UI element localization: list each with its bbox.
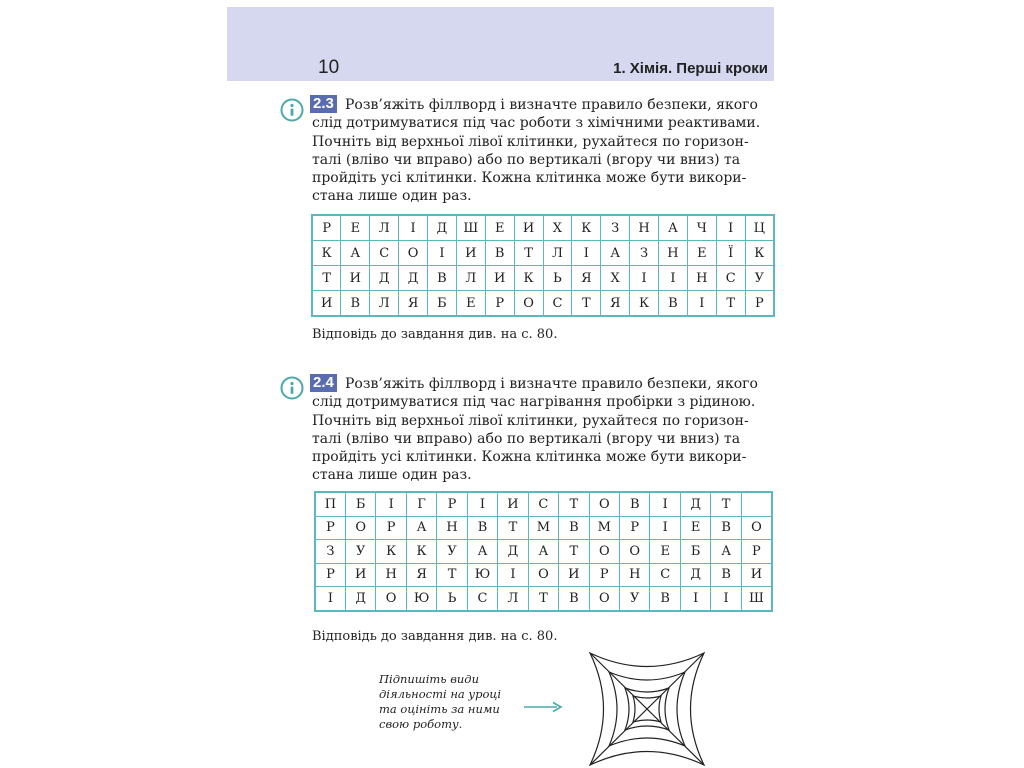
grid-cell: А xyxy=(601,241,630,266)
grid-cell: Т xyxy=(437,563,467,587)
grid-cell: С xyxy=(467,587,497,611)
grid-row xyxy=(312,241,774,266)
grid-cell: С xyxy=(528,492,558,516)
grid-cell: Ш xyxy=(456,215,485,241)
grid-cell: У xyxy=(437,540,467,564)
grid-cell: Б xyxy=(428,291,457,317)
spider-web-diagram-icon xyxy=(587,650,707,768)
grid-row xyxy=(315,492,772,516)
grid-cell: К xyxy=(376,540,406,564)
answer-reference: Відповідь до завдання див. на с. 80. xyxy=(312,327,558,342)
grid-cell: Я xyxy=(406,563,436,587)
grid-cell: С xyxy=(716,266,745,291)
grid-cell: М xyxy=(528,516,558,540)
grid-cell: Р xyxy=(485,291,514,317)
grid-row xyxy=(315,587,772,611)
grid-cell: Л xyxy=(543,241,572,266)
info-circle-icon xyxy=(280,98,304,122)
grid-row xyxy=(312,266,774,291)
grid-cell: У xyxy=(745,266,774,291)
grid-cell: Н xyxy=(687,266,716,291)
grid-cell: И xyxy=(498,492,528,516)
grid-cell: О xyxy=(589,540,619,564)
grid-cell: Р xyxy=(589,563,619,587)
grid-cell: В xyxy=(620,492,650,516)
grid-cell: Р xyxy=(315,563,345,587)
grid-cell: М xyxy=(589,516,619,540)
grid-cell: Д xyxy=(680,492,710,516)
grid-cell: Г xyxy=(406,492,436,516)
grid-cell: І xyxy=(716,215,745,241)
grid-cell: Н xyxy=(376,563,406,587)
grid-cell: І xyxy=(680,587,710,611)
textbook-page xyxy=(227,7,774,768)
grid-cell: З xyxy=(630,241,659,266)
grid-cell: Е xyxy=(687,241,716,266)
page-header xyxy=(227,7,774,81)
fillword-grid-2-3 xyxy=(311,214,775,317)
grid-cell: Т xyxy=(312,266,341,291)
grid-cell: С xyxy=(650,563,680,587)
grid-cell: В xyxy=(341,291,370,317)
grid-cell: В xyxy=(485,241,514,266)
grid-cell: І xyxy=(572,241,601,266)
grid-cell: И xyxy=(345,563,375,587)
answer-reference: Відповідь до завдання див. на с. 80. xyxy=(312,629,558,644)
grid-cell: П xyxy=(315,492,345,516)
arrow-right-icon xyxy=(523,701,563,713)
grid-cell: І xyxy=(630,266,659,291)
text-line: Почніть від верхньої лівої клітинки, рухайтеся по горизон- xyxy=(312,133,749,150)
grid-cell: Ї xyxy=(716,241,745,266)
text-line: Почніть від верхньої лівої клітинки, рухайтеся по горизон- xyxy=(312,412,749,429)
running-title: 1. Хімія. Перші кроки xyxy=(613,60,768,77)
margin-note xyxy=(379,672,519,732)
text-line: слід дотримуватися під час нагрівання пробірки з рідиною. xyxy=(312,394,756,411)
grid-cell: В xyxy=(711,563,741,587)
grid-cell: В xyxy=(559,587,589,611)
grid-cell: Д xyxy=(370,266,399,291)
grid-cell: Л xyxy=(370,215,399,241)
grid-cell: В xyxy=(559,516,589,540)
grid-cell: Л xyxy=(370,291,399,317)
info-circle-icon xyxy=(280,376,304,400)
grid-cell: І xyxy=(650,516,680,540)
text-line: слід дотримуватися під час роботи з хімічними реактивами. xyxy=(312,115,761,132)
grid-cell: Л xyxy=(456,266,485,291)
grid-cell: О xyxy=(399,241,428,266)
grid-cell: О xyxy=(589,587,619,611)
task-2-4-text xyxy=(312,375,777,485)
grid-cell: Н xyxy=(437,516,467,540)
grid-cell: С xyxy=(543,291,572,317)
grid-cell: В xyxy=(428,266,457,291)
grid-cell: А xyxy=(711,540,741,564)
grid-cell: А xyxy=(406,516,436,540)
grid-cell xyxy=(741,492,772,516)
grid-cell: О xyxy=(514,291,543,317)
text-line: Розв’яжіть філлворд і визначте правило безпеки, якого xyxy=(345,376,758,392)
grid-cell: Н xyxy=(620,563,650,587)
grid-cell: К xyxy=(312,241,341,266)
grid-cell: Я xyxy=(399,291,428,317)
grid-cell: Х xyxy=(543,215,572,241)
grid-cell: Т xyxy=(711,492,741,516)
grid-cell: О xyxy=(345,516,375,540)
grid-cell: К xyxy=(630,291,659,317)
grid-cell: Д xyxy=(399,266,428,291)
grid-cell: С xyxy=(370,241,399,266)
grid-cell: О xyxy=(620,540,650,564)
grid-cell: Е xyxy=(341,215,370,241)
grid-cell: Ь xyxy=(437,587,467,611)
text-line: талі (вліво чи вправо) або по вертикалі (вгору чи вниз) та xyxy=(312,151,741,168)
grid-cell: Т xyxy=(498,516,528,540)
grid-cell: І xyxy=(711,587,741,611)
text-line: пройдіть усі клітинки. Кожна клітинка може бути викори- xyxy=(312,449,747,466)
grid-cell: О xyxy=(376,587,406,611)
grid-cell: В xyxy=(467,516,497,540)
grid-cell: И xyxy=(456,241,485,266)
grid-cell: К xyxy=(406,540,436,564)
text-line: пройдіть усі клітинки. Кожна клітинка може бути викори- xyxy=(312,170,747,187)
grid-cell: В xyxy=(711,516,741,540)
grid-row xyxy=(315,563,772,587)
grid-cell: А xyxy=(467,540,497,564)
grid-cell: З xyxy=(601,215,630,241)
grid-cell: Я xyxy=(572,266,601,291)
text-line: талі (вліво чи вправо) або по вертикалі (вгору чи вниз) та xyxy=(312,430,741,447)
grid-cell: И xyxy=(312,291,341,317)
grid-row xyxy=(315,540,772,564)
grid-cell: Л xyxy=(498,587,528,611)
grid-cell: Ц xyxy=(745,215,774,241)
grid-cell: А xyxy=(341,241,370,266)
grid-cell: И xyxy=(514,215,543,241)
note-line: свою роботу. xyxy=(379,717,463,731)
task-number-badge: 2.4 xyxy=(310,374,337,392)
grid-row xyxy=(312,215,774,241)
grid-cell: Д xyxy=(498,540,528,564)
grid-cell: Р xyxy=(437,492,467,516)
note-line: діяльності на уроці xyxy=(379,687,502,701)
grid-cell: Т xyxy=(559,492,589,516)
grid-cell: А xyxy=(659,215,688,241)
grid-cell: І xyxy=(399,215,428,241)
grid-cell: І xyxy=(687,291,716,317)
text-line: Розв’яжіть філлворд і визначте правило безпеки, якого xyxy=(345,97,758,113)
grid-cell: Т xyxy=(514,241,543,266)
grid-row xyxy=(312,291,774,317)
grid-cell: З xyxy=(315,540,345,564)
grid-cell: Ш xyxy=(741,587,772,611)
grid-cell: Е xyxy=(456,291,485,317)
grid-cell: Е xyxy=(485,215,514,241)
grid-cell: Д xyxy=(680,563,710,587)
grid-cell: І xyxy=(467,492,497,516)
grid-cell: К xyxy=(572,215,601,241)
grid-cell: І xyxy=(498,563,528,587)
text-line: стана лише один раз. xyxy=(312,467,472,484)
grid-cell: О xyxy=(528,563,558,587)
grid-cell: Т xyxy=(559,540,589,564)
grid-cell: Р xyxy=(376,516,406,540)
grid-cell: Е xyxy=(680,516,710,540)
grid-cell: У xyxy=(345,540,375,564)
grid-cell: Ю xyxy=(406,587,436,611)
grid-cell: Н xyxy=(630,215,659,241)
grid-cell: Р xyxy=(315,516,345,540)
grid-cell: Ь xyxy=(543,266,572,291)
grid-cell: Т xyxy=(572,291,601,317)
fillword-grid-2-4 xyxy=(314,491,773,612)
grid-cell: У xyxy=(620,587,650,611)
grid-cell: В xyxy=(659,291,688,317)
grid-cell: Р xyxy=(312,215,341,241)
grid-cell: К xyxy=(514,266,543,291)
grid-cell: Б xyxy=(345,492,375,516)
grid-cell: І xyxy=(659,266,688,291)
grid-cell: Н xyxy=(659,241,688,266)
grid-cell: И xyxy=(741,563,772,587)
grid-cell: И xyxy=(485,266,514,291)
grid-cell: О xyxy=(589,492,619,516)
grid-cell: Ю xyxy=(467,563,497,587)
grid-cell: І xyxy=(428,241,457,266)
grid-cell: І xyxy=(650,492,680,516)
grid-cell: Т xyxy=(716,291,745,317)
grid-cell: Я xyxy=(601,291,630,317)
task-2-3-text xyxy=(312,96,777,206)
grid-cell: Е xyxy=(650,540,680,564)
grid-cell: О xyxy=(741,516,772,540)
grid-cell: Ч xyxy=(687,215,716,241)
grid-cell: Д xyxy=(428,215,457,241)
grid-cell: К xyxy=(745,241,774,266)
grid-cell: Х xyxy=(601,266,630,291)
grid-cell: И xyxy=(559,563,589,587)
grid-cell: И xyxy=(341,266,370,291)
grid-cell: Р xyxy=(741,540,772,564)
text-line: стана лише один раз. xyxy=(312,188,472,205)
page-number: 10 xyxy=(318,57,340,78)
grid-cell: Р xyxy=(620,516,650,540)
grid-cell: І xyxy=(315,587,345,611)
grid-cell: В xyxy=(650,587,680,611)
note-line: Підпишіть види xyxy=(379,672,479,686)
grid-cell: Д xyxy=(345,587,375,611)
grid-cell: А xyxy=(528,540,558,564)
grid-cell: Б xyxy=(680,540,710,564)
grid-cell: І xyxy=(376,492,406,516)
note-line: та оцініть за ними xyxy=(379,702,500,716)
grid-cell: Р xyxy=(745,291,774,317)
grid-row xyxy=(315,516,772,540)
grid-cell: Т xyxy=(528,587,558,611)
task-number-badge: 2.3 xyxy=(310,95,337,113)
